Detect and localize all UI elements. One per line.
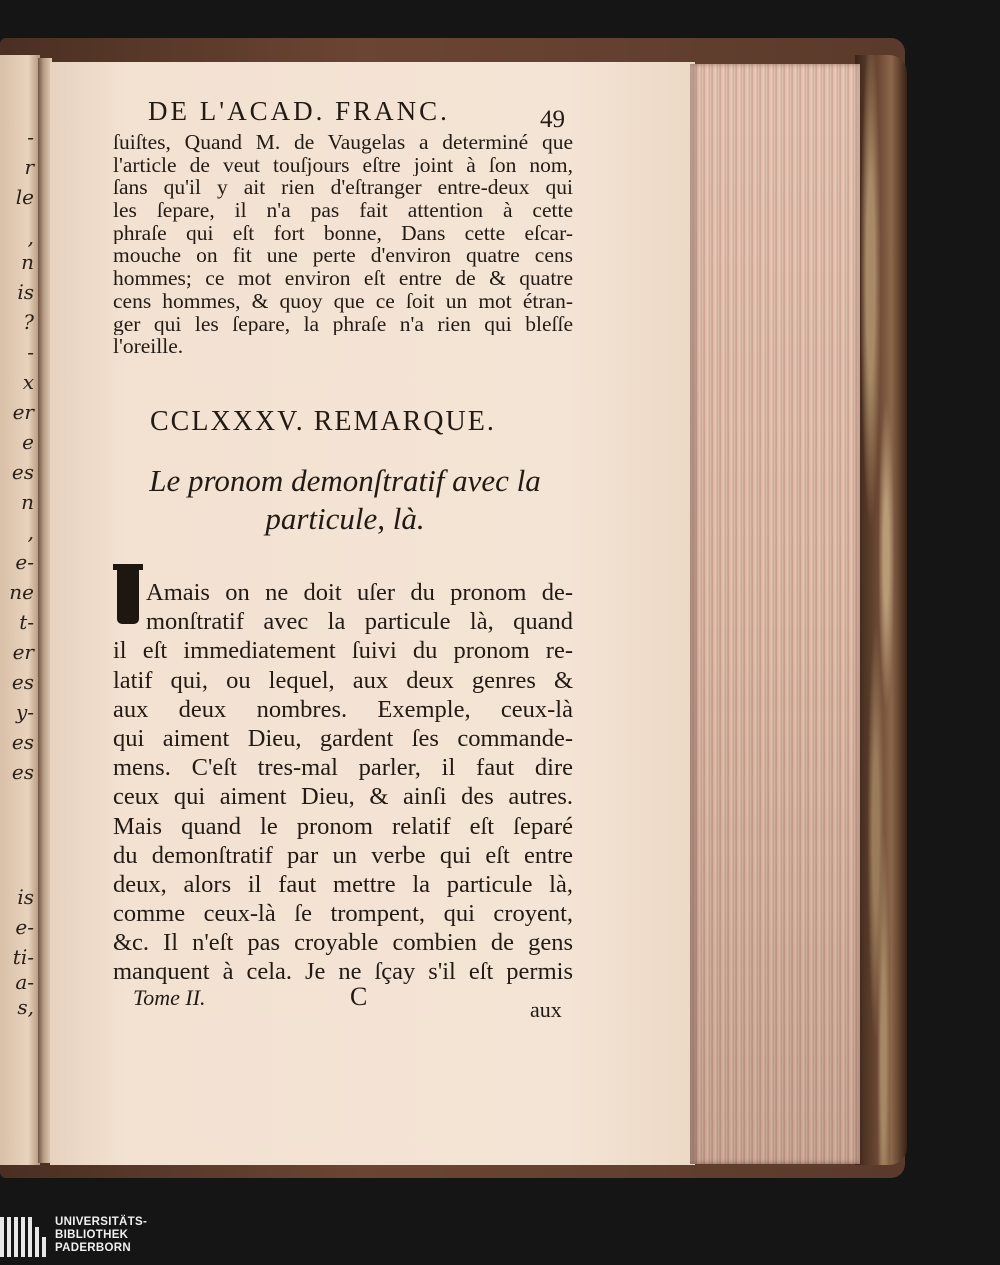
text-line: monſtratif avec la particule là, quand (146, 608, 573, 636)
text-line: ſuiſtes, Quand M. de Vaugelas a determiné que (113, 131, 573, 154)
text-line: hommes; ce mot environ eſt entre de & quatre (113, 267, 573, 290)
left-page-text-fragment: r (24, 155, 34, 179)
text-line: Mais quand le pronom relatif eſt ſeparé (113, 812, 573, 840)
text-line: l'article de veut touſjours eſtre joint à ſon nom, (113, 153, 573, 177)
left-page-fragment (0, 55, 40, 1165)
subtitle-line: Le pronom demonſtratif avec la (149, 463, 541, 498)
left-page-text-fragment: , (27, 225, 34, 249)
text-line: l'oreille. (113, 335, 184, 358)
text-line: ger qui les ſepare, la phraſe n'a rien qui bleſſe (113, 312, 573, 336)
text-line: cens hommes, & quoy que ce ſoit un mot étran- (113, 289, 573, 313)
left-page-text-fragment: a- (15, 970, 34, 994)
left-page-text-fragment: e- (15, 915, 34, 939)
text-line: les ſepare, il n'a pas fait attention à cette (113, 199, 573, 222)
left-page-text-fragment: y- (15, 700, 34, 724)
left-page-text-fragment: - (27, 125, 34, 149)
running-head: DE L'ACAD. FRANC. (148, 96, 450, 126)
text-line: Amais on ne doit uſer du pronom de- (146, 579, 573, 606)
left-page-text-fragment: is (17, 280, 34, 304)
left-page-text-fragment: le (15, 185, 34, 209)
text-line: &c. Il n'eſt pas croyable combien de gens (113, 929, 573, 957)
left-page-text-fragment: n (21, 490, 34, 514)
left-page-text-fragment: es (11, 730, 34, 754)
text-line: ceux qui aiment Dieu, & ainſi des autres. (113, 783, 573, 811)
text-line: ſans qu'il y ait rien d'eſtranger entre-deux qui (113, 176, 573, 200)
text-line: mens. C'eſt tres-mal parler, il faut dire (113, 754, 573, 782)
left-page-text-fragment: x (22, 370, 34, 394)
left-page-text-fragment: ne (9, 580, 34, 604)
text-line: latif qui, ou lequel, aux deux genres & (113, 666, 573, 694)
left-page-text-fragment: ? (23, 310, 34, 334)
left-page-text-fragment: e- (15, 550, 34, 574)
left-page-text-fragment: e (22, 430, 34, 454)
text-line: aux deux nombres. Exemple, ceux-là (113, 695, 573, 723)
remark-subtitle (115, 462, 575, 538)
signature-mark: Tome II. (133, 985, 206, 1010)
left-page-text-fragment: is (17, 885, 34, 909)
text-line: qui aiment Dieu, gardent ſes commande- (113, 724, 573, 752)
left-page-text-fragment: , (27, 520, 34, 544)
text-line: du demonſtratif par un verbe qui eſt entre (113, 841, 573, 869)
left-page-text-fragment: er (12, 400, 34, 424)
library-footer (0, 1213, 1000, 1265)
remark-body (113, 578, 573, 987)
subtitle-line: particule, là. (265, 501, 425, 536)
catchword: aux (530, 997, 562, 1022)
text-line: manquent à cela. Je ne ſçay s'il eſt permis (113, 958, 573, 986)
text-line: deux, alors il faut mettre la particule là, (113, 870, 573, 898)
signature-letter: C (350, 982, 368, 1011)
left-page-text-fragment: s, (17, 995, 34, 1019)
left-page-text-fragment: ti- (12, 945, 34, 969)
library-name (55, 1216, 147, 1255)
text-line: comme ceux-là ſe trompent, qui croyent, (113, 900, 573, 928)
left-page-text-fragment: es (11, 460, 34, 484)
page-edges-shade (690, 64, 860, 1164)
remark-title: CCLXXXV. REMARQUE. (150, 406, 496, 437)
text-line: il eſt immediatement ſuivi du pronom re- (113, 637, 573, 665)
book-cover-right-edge (855, 55, 907, 1165)
continuation-text (113, 131, 573, 358)
left-page-text-fragment: - (27, 340, 34, 364)
left-page-text-fragment: es (11, 670, 34, 694)
left-page-text-fragment: es (11, 760, 34, 784)
library-logo-icon (0, 1217, 48, 1261)
text-line: phraſe qui eſt fort bonne, Dans cette eſcar- (113, 221, 573, 245)
library-name-line: BIBLIOTHEK (55, 1229, 129, 1241)
library-name-line: PADERBORN (55, 1242, 131, 1254)
left-page-text-fragment: n (21, 250, 34, 274)
page-number: 49 (540, 106, 565, 133)
left-page-text-fragment: t- (19, 610, 34, 634)
left-page-text-fragment: er (12, 640, 34, 664)
text-line: mouche on fit une perte d'environ quatre cens (113, 244, 573, 268)
library-name-line: UNIVERSITÄTS- (55, 1216, 148, 1228)
